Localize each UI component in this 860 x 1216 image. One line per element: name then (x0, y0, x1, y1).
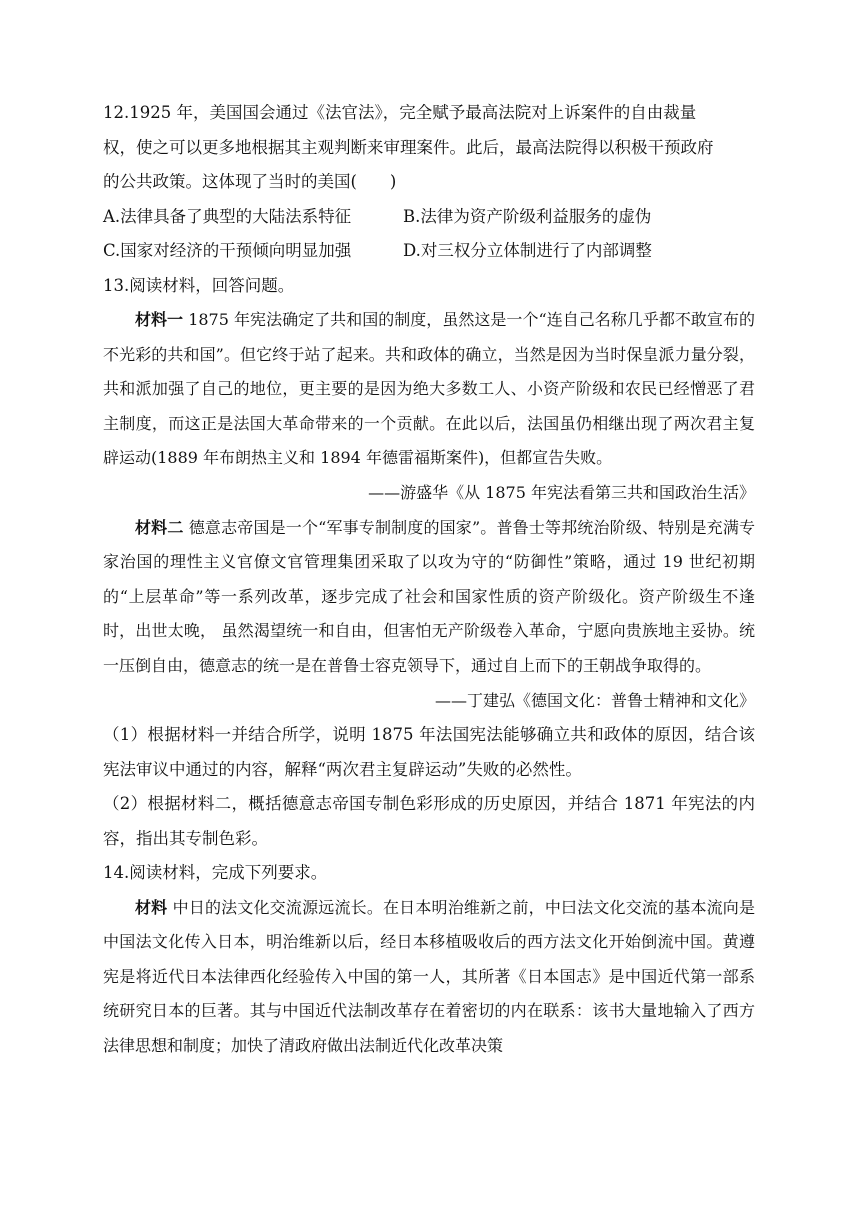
q13-material-1 (103, 303, 755, 476)
exam-page (103, 96, 755, 1064)
question-14 (103, 856, 755, 1063)
material-1-text: 1875 年宪法确定了共和国的制度，虽然这是一个“连自己名称几乎都不敢宣布的不光彩的共和国”。但它终于站了起来。共和政体的确立，当然是因为当时保皇派力量分裂，共和派加强了自己的地位，更主要的是因为绝大多数工人、小资产阶级和农民已经憎恶了君主制度，而这正是法国大革命带来的一个贡献。在此以后，法国虽仍相继出现了两次君主复辟运动(1889 年布朗热主义和 1894 年德雷福斯案件)，但都宣告失败。 (103, 310, 755, 468)
q13-sub-question-1: （1）根据材料一并结合所学，说明 1875 年法国宪法能够确立共和政体的原因，结合该宪法审议中通过的内容，解释“两次君主复辟运动”失败的必然性。 (103, 725, 755, 779)
q13-sub-questions (103, 718, 755, 856)
q12-options-row-1 (103, 200, 755, 235)
material-2-source: ——丁建弘《德国文化：普鲁士精神和文化》 (434, 690, 755, 710)
material-1-label: 材料一 (135, 310, 184, 329)
q12-stem-line-2: 权，使之可以更多地根据其主观判断来审理案件。此后，最高法院得以积极干预政府 (103, 137, 714, 157)
question-13 (103, 269, 755, 857)
material-1-source: ——游盛华《从 1875 年宪法看第三共和国政治生活》 (368, 482, 755, 502)
material-2-text: 德意志帝国是一个“军事专制制度的国家”。普鲁士等邦统治阶级、特别是充满专家治国的理性主义官僚文官管理集团采取了以攻为守的“防御性”策略，通过 19 世纪初期的“上层革命”等一系列改革，逐步完成了社会和国家性质的资产阶级化。资产阶级生不逢时，出世太晚， 虽然渴望统一和自由，但害怕无产阶级卷入革命，宁愿向贵族地主妥协。统一压倒自由，德意志的统一是在普鲁士容克领导下，通过自上而下的王朝战争取得的。 (103, 517, 755, 675)
q12-options-row-2 (103, 234, 755, 269)
q14-material-text: 中日的法文化交流源远流长。在日本明治维新之前，中曰法文化交流的基本流向是中国法文化传入日本，明治维新以后，经日本移植吸收后的西方法文化开始倒流中国。黄遵宪是将近代日本法律西化经验传入中国的第一人，其所著《日本国志》是中国近代第一部系统研究日本的巨著。其与中国近代法制改革存在着密切的内在联系：该书大量地输入了西方法律思想和制度；加快了清政府做出法制近代化改革决策 (103, 897, 755, 1055)
q12-option-d[interactable]: D.对三权分立体制进行了内部调整 (403, 241, 652, 260)
q12-stem-line-1: 12.1925 年，美国国会通过《法官法》，完全赋予最高法院对上诉案件的自由裁量 (103, 103, 697, 122)
q14-stem: 14.阅读材料，完成下列要求。 (103, 863, 328, 883)
q13-stem: 13.阅读材料，回答问题。 (103, 275, 295, 295)
q14-material-label: 材料 (135, 897, 168, 917)
q13-material-2 (103, 511, 755, 684)
q12-option-b[interactable]: B.法律为资产阶级利益服务的虚伪 (403, 206, 652, 226)
q12-option-c[interactable]: C.国家对经济的干预倾向明显加强 (103, 241, 352, 260)
q12-stem-line-3: 的公共政策。这体现了当时的美国( ) (103, 172, 397, 191)
q12-option-a[interactable]: A.法律具备了典型的大陆法系特征 (103, 206, 352, 226)
material-2-label: 材料二 (135, 517, 184, 537)
question-12 (103, 96, 755, 269)
q13-sub-question-2: （2）根据材料二，概括德意志帝国专制色彩形成的历史原因，并结合 1871 年宪法的内容，指出其专制色彩。 (103, 794, 755, 848)
q14-material (103, 891, 755, 1064)
